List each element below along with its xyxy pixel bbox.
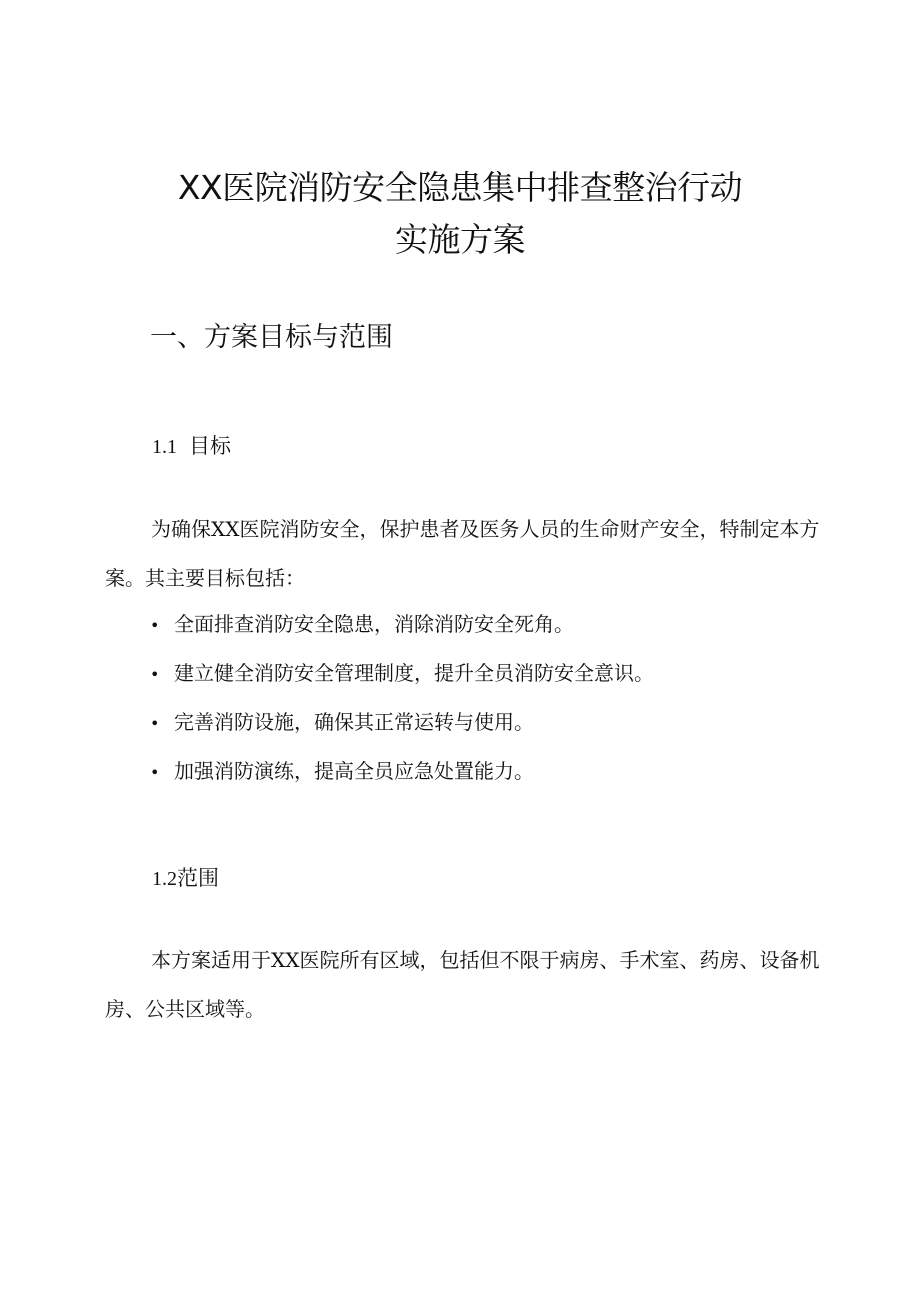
- title-line-2: 实施方案: [395, 220, 525, 259]
- list-item-text: 全面排查消防安全隐患，消除消防安全死角。: [174, 612, 574, 636]
- goals-list: [150, 600, 654, 796]
- list-item: [150, 698, 654, 747]
- scope-paragraph: 本方案适用于XX医院所有区域，包括但不限于病房、手术室、药房、设备机房、公共区域等。: [105, 948, 820, 1021]
- subsection-number: 1.2: [152, 868, 177, 890]
- list-item-text: 建立健全消防安全管理制度，提升全员消防安全意识。: [174, 661, 654, 685]
- subsection-heading-goals: [152, 431, 231, 462]
- title-line-1: XX医院消防安全隐患集中排查整治行动: [177, 168, 743, 207]
- list-item: [150, 600, 654, 649]
- subsection-label: 范围: [177, 866, 219, 890]
- list-item-text: 完善消防设施，确保其正常运转与使用。: [174, 710, 534, 734]
- bullet-icon: •: [150, 616, 160, 635]
- subsection-number: 1.1: [152, 436, 177, 458]
- list-item-text: 加强消防演练，提高全员应急处置能力。: [174, 759, 534, 783]
- section-heading: 一、方案目标与范围: [150, 322, 393, 353]
- document-title: [0, 162, 920, 266]
- bullet-icon: •: [150, 763, 160, 782]
- goals-paragraph: 为确保XX医院消防安全，保护患者及医务人员的生命财产安全，特制定本方案。其主要目标包括：: [105, 517, 820, 590]
- list-item: [150, 747, 654, 796]
- subsection-heading-scope: [152, 863, 219, 894]
- list-item: [150, 649, 654, 698]
- bullet-icon: •: [150, 714, 160, 733]
- bullet-icon: •: [150, 665, 160, 684]
- subsection-label: 目标: [189, 434, 231, 458]
